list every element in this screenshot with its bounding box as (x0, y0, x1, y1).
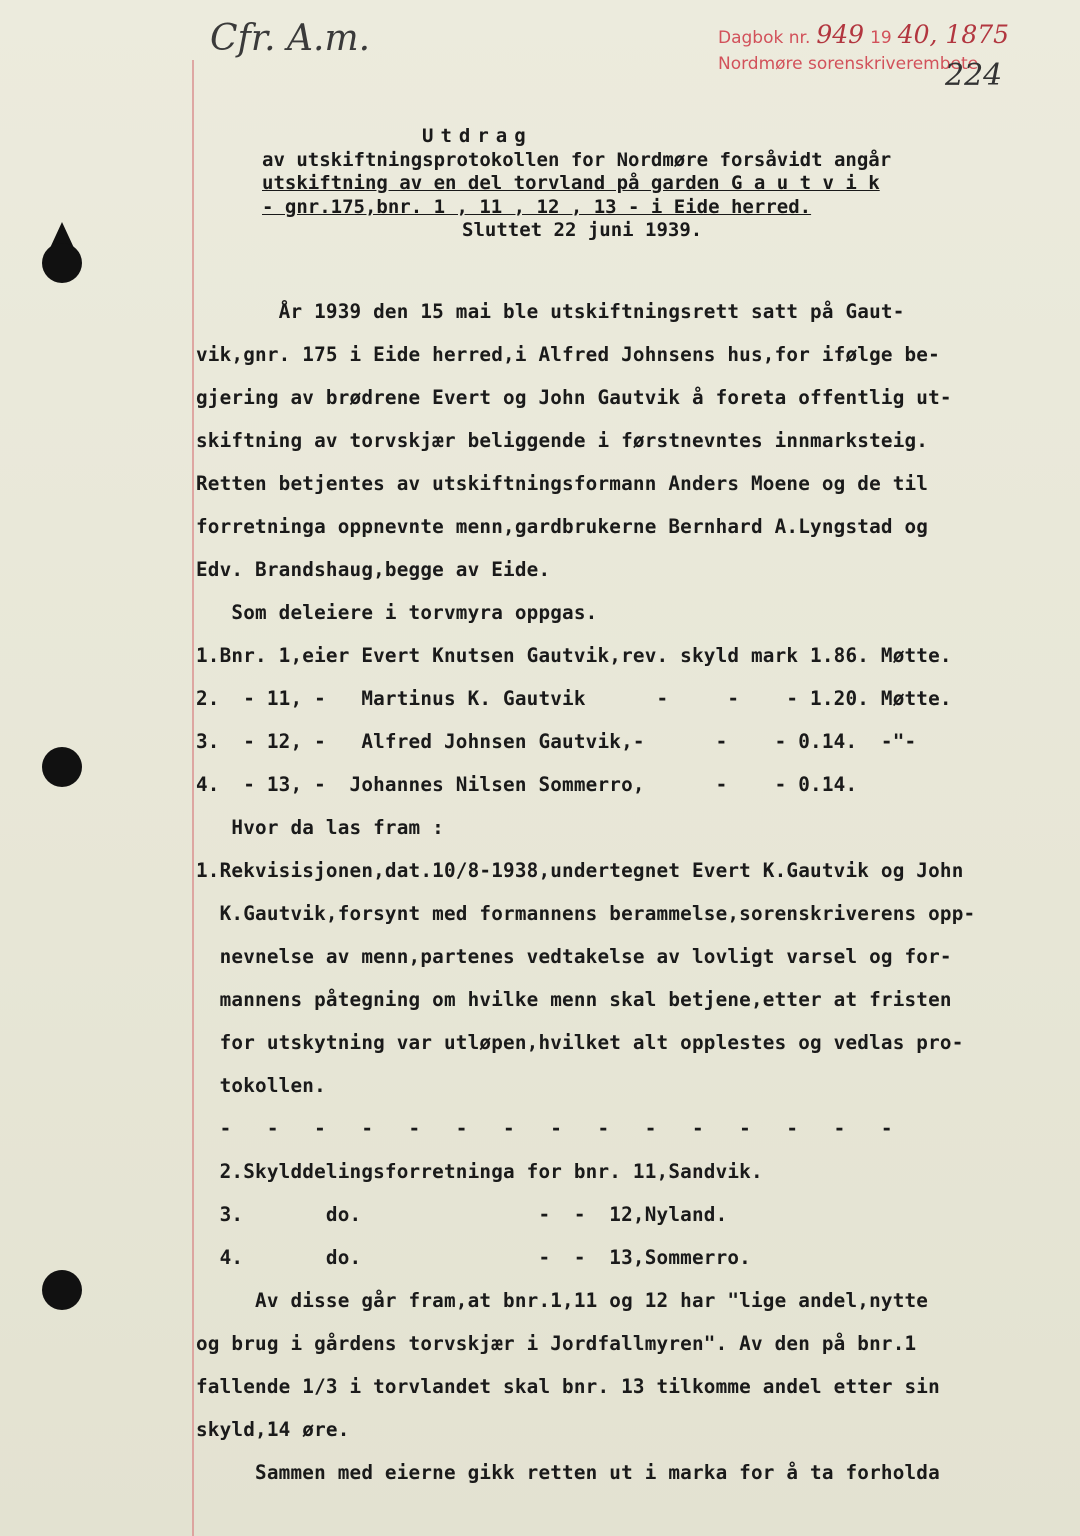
margin-rule (192, 60, 194, 1536)
body-line: for utskytning var utløpen,hvilket alt opplestes og vedlas pro- (196, 1031, 964, 1054)
body-line: Av disse går fram,at bnr.1,11 og 12 har "lige andel,nytte (196, 1289, 929, 1312)
document-title (262, 125, 1022, 243)
body-line: År 1939 den 15 mai ble utskiftningsrett satt på Gaut- (196, 300, 905, 323)
owner-list-row: 3. - 12, - Alfred Johnsen Gautvik,- - - 0.14. -"- (196, 730, 917, 753)
body-line: Edv. Brandshaug,begge av Eide. (196, 558, 551, 581)
body-line: Som deleiere i torvmyra oppgas. (196, 601, 598, 624)
body-line: vik,gnr. 175 i Eide herred,i Alfred Johnsens hus,for ifølge be- (196, 343, 940, 366)
body-line: mannens påtegning om hvilke menn skal betjene,etter at fristen (196, 988, 952, 1011)
title-line: - gnr.175,bnr. 1 , 11 , 12 , 13 - i Eide herred. (262, 195, 812, 218)
body-line: nevnelse av menn,partenes vedtakelse av lovligt varsel og for- (196, 945, 952, 968)
handwritten-note: Cfr. A.m. (210, 18, 371, 59)
owner-list-row: 4. - 13, - Johannes Nilsen Sommerro, - - 0.14. (196, 773, 858, 796)
stamp-office: Nordmøre sorenskriverembete (718, 54, 979, 74)
body-line: Sammen med eierne gikk retten ut i marka for å ta forholda (196, 1461, 940, 1484)
body-line: Hvor da las fram : (196, 816, 444, 839)
body-line: gjering av brødrene Evert og John Gautvik å foreta offentlig ut- (196, 386, 952, 409)
body-line: Retten betjentes av utskiftningsformann Anders Moene og de til (196, 472, 929, 495)
owner-list-row: 2. - 11, - Martinus K. Gautvik - - - 1.20. Møtte. (196, 687, 952, 710)
page-number: 224 (945, 58, 1003, 93)
body-line: skyld,14 øre. (196, 1418, 350, 1441)
body-line: forretninga oppnevnte menn,gardbrukerne Bernhard A.Lyngstad og (196, 515, 929, 538)
body-line: og brug i gårdens torvskjær i Jordfallmyren". Av den på bnr.1 (196, 1332, 917, 1355)
body-line: tokollen. (196, 1074, 326, 1097)
document-list-row: 4. do. - - 13,Sommerro. (196, 1246, 751, 1269)
title-line: utskiftning av en del torvland på garden G a u t v i k (262, 172, 880, 194)
stamp-year-printed: 19 (870, 28, 892, 48)
stamp-prefix: Dagbok nr. (718, 28, 811, 48)
body-line: 1.Rekvisisjonen,dat.10/8-1938,undertegnet Evert K.Gautvik og John (196, 859, 964, 882)
stamp-number: 949 (816, 20, 865, 49)
document-body (196, 290, 1036, 1494)
owner-list-row: 1.Bnr. 1,eier Evert Knutsen Gautvik,rev. skyld mark 1.86. Møtte. (196, 644, 952, 667)
body-line: fallende 1/3 i torvlandet skal bnr. 13 tilkomme andel etter sin (196, 1375, 940, 1398)
document-list-row: 3. do. - - 12,Nyland. (196, 1203, 728, 1226)
title-line: av utskiftningsprotokollen for Nordmøre forsåvidt angår (262, 148, 892, 171)
punch-hole-middle (42, 747, 82, 787)
title-line: Sluttet 22 juni 1939. (462, 219, 703, 241)
dash-separator: - - - - - - - - - - - - - - - (196, 1117, 893, 1140)
document-list-row: 2.Skylddelingsforretninga for bnr. 11,Sandvik. (196, 1160, 763, 1183)
punch-hole-bottom (42, 1270, 82, 1310)
body-line: K.Gautvik,forsynt med formannens berammelse,sorenskriverens opp- (196, 902, 976, 925)
title-line: Utdrag (422, 125, 533, 147)
stamp-year-hand: 40, 1875 (897, 20, 1010, 49)
body-line: skiftning av torvskjær beliggende i førstnevntes innmarksteig. (196, 429, 929, 452)
punch-hole-top (42, 243, 82, 283)
